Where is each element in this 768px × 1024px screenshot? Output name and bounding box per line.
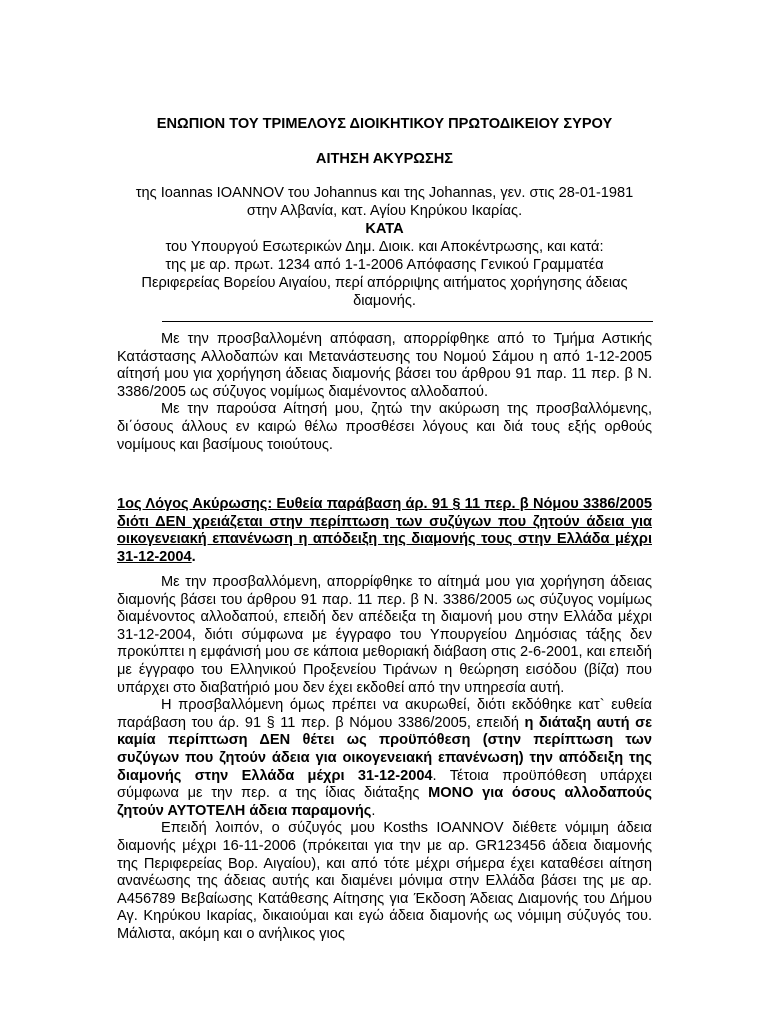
applicant-line: της Ioannas IOANNOV του Johannus και της Johannas, γεν. στις 28-01-1981 xyxy=(135,185,634,201)
parties-block xyxy=(117,184,652,310)
body-paragraph: Επειδή λοιπόν, ο σύζυγός μου Kosths IOANNOV διέθετε νόμιμη άδεια διαμονής μέχρι 16-11-2006 (πρόκειται για την με αρ. GR123456 άδεια διαμονής της Περιφερείας Βορ. Αιγαίου), και από τότε μέχρι σήμερα έχει καταθέσει αίτηση ανανέωσης της άδειας αυτής και διαμένει μόνιμα στην Ελλάδα βάσει της με αρ. Α456789 Βεβαίωσης Κατάθεσης Αίτησης για Έκδοση Άδειας Διαμονής του Δήμου Αγ. Κηρύκου Ικαρίας, δικαιούμαι και εγώ άδεια διαμονής ως νόμιμη σύζυγός του. Μάλιστα, ακόμη και ο ανήλικος γιος xyxy=(117,820,652,942)
applicant-line: στην Αλβανία, κατ. Αγίου Κηρύκου Ικαρίας. xyxy=(246,203,523,219)
reason-heading xyxy=(117,496,652,566)
body-emphasis: η διάταξη αυτή σε καμία περίπτωση ΔΕΝ θέτει ως προϋπόθεση (στην περίπτωση των συζύγων που ζητούν άδεια για οικογενειακή επανένωση) την απόδειξη της διαμονής στην Ελλάδα μέχρι 31-12-2004 xyxy=(117,714,652,784)
reason-heading-dot: . xyxy=(191,548,196,565)
respondent-line: της με αρ. πρωτ. 1234 από 1-1-2006 Απόφασης Γενικού Γραμματέα xyxy=(165,257,604,273)
court-heading: ΕΝΩΠΙΟΝ ΤΟΥ ΤΡΙΜΕΛΟΥΣ ΔΙΟΙΚΗΤΙΚΟΥ ΠΡΩΤΟΔΙΚΕΙΟΥ ΣΥΡΟΥ xyxy=(156,116,613,132)
against-label: ΚΑΤΑ xyxy=(365,221,404,237)
body-text: . xyxy=(371,802,376,819)
body-paragraph xyxy=(117,697,652,820)
body-emphasis: ΜΟΝΟ για όσους αλλοδαπούς ζητούν ΑΥΤΟΤΕΛΗ άδεια παραμονής xyxy=(117,785,652,819)
document-title: ΑΙΤΗΣΗ ΑΚΥΡΩΣΗΣ xyxy=(315,151,454,167)
body-text: Η προσβαλλόμενη όμως πρέπει να ακυρωθεί, διότι εκδόθηκε κατ` ευθεία παράβαση του άρ. 91 § 11 περ. β Νόμου 3386/2005, επειδή xyxy=(117,697,652,731)
body-text: . Τέτοια προϋπόθεση υπάρχει σύμφωνα με την περ. α της ίδιας διάταξης xyxy=(117,767,652,802)
reason-body xyxy=(117,574,652,943)
intro-paragraph: Με την παρούσα Αίτησή μου, ζητώ την ακύρωση της προσβαλλόμενης, δι΄όσους άλλους εν καιρώ θέλω προσθέσει λόγους και διά τους εξής ορθούς νομίμους και βασίμους τοιούτους. xyxy=(117,401,652,453)
intro-section xyxy=(117,331,652,454)
reason-heading-text: 1ος Λόγος Ακύρωσης: Ευθεία παράβαση άρ. 91 § 11 περ. β Νόμου 3386/2005 διότι ΔΕΝ χρειάζεται στην περίπτωση των συζύγων που ζητούν άδεια για οικογενειακή επανένωση η απόδειξη της διαμονής τους στην Ελλάδα μέχρι 31-12-2004 xyxy=(117,496,652,565)
respondent-line: διαμονής. xyxy=(353,293,416,309)
respondent-line: του Υπουργού Εσωτερικών Δημ. Διοικ. και Αποκέντρωσης, και κατά: xyxy=(165,239,604,255)
intro-paragraph: Με την προσβαλλομένη απόφαση, απορρίφθηκε από το Τμήμα Αστικής Κατάστασης Αλλοδαπών και Μετανάστευσης του Νομού Σάμου η από 1-12-2005 αίτησή μου για χορήγηση άδειας διαμονής βάσει του άρθρου 91 παρ. 11 περ. β Ν. 3386/2005 ως σύζυγος νομίμως διαμένοντος αλλοδαπού. xyxy=(117,331,652,400)
respondent-line: Περιφερείας Βορείου Αιγαίου, περί απόρριψης αιτήματος χορήγησης άδειας xyxy=(141,275,628,291)
body-paragraph: Με την προσβαλλόμενη, απορρίφθηκε το αίτημά μου για χορήγηση άδειας διαμονής βάσει του άρθρου 91 παρ. 11 περ. β Ν. 3386/2005 ως σύζυγος νομίμως διαμένοντος αλλοδαπού, επειδή δεν απέδειξα τη διαμονή μου στην Ελλάδα μέχρι 31-12-2004, διότι σύμφωνα με έγγραφο του Υπουργείου Δημόσιας τάξης δεν προκύπτει η εμφάνισή μου σε κάποια μεθοριακή διάβαση στις 2-6-2001, και επειδή με έγγραφο του Ελληνικού Προξενείου Τιράνων η θεώρηση εισόδου (βίζα) που υπάρχει στο διαβατήριό μου δεν έχει εκδοθεί από την υπηρεσία αυτή. xyxy=(117,574,652,696)
separator-line xyxy=(162,321,653,322)
